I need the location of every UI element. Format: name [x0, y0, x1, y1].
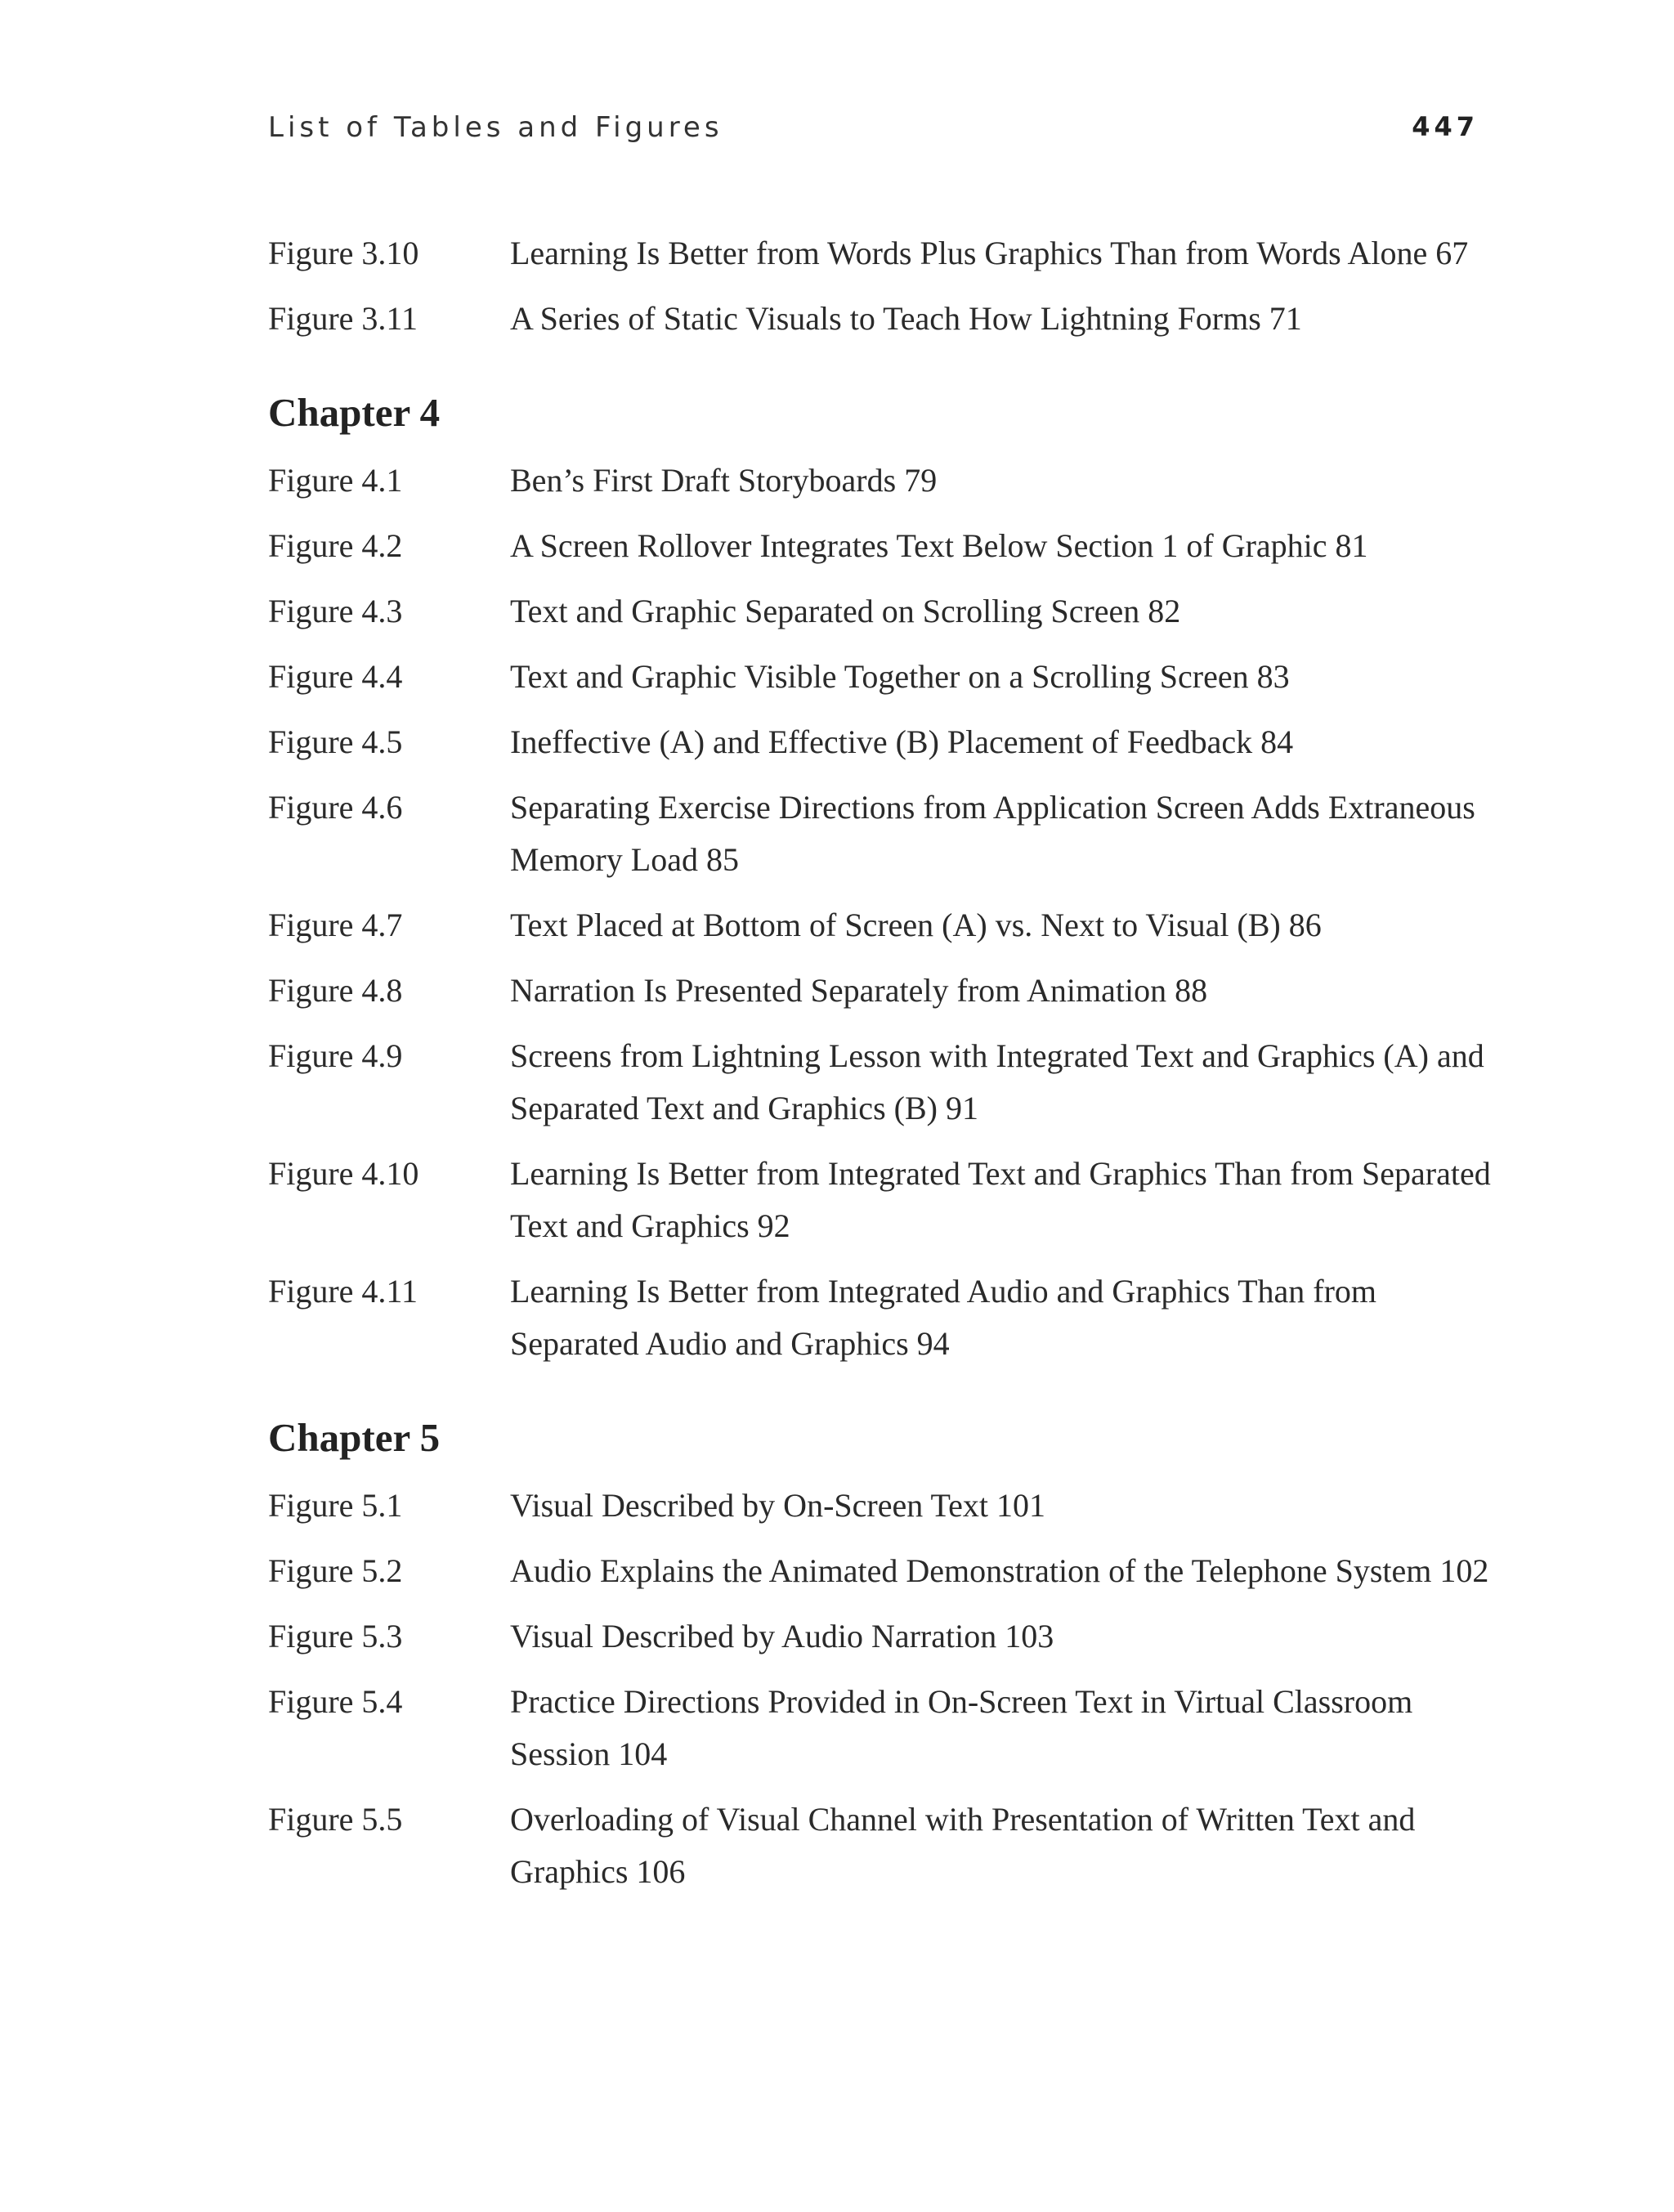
- figure-label: Figure 4.9: [268, 1037, 403, 1074]
- figure-section: [268, 1413, 1494, 1898]
- figure-title: Text and Graphic Visible Together on a Scrolling Screen 83: [510, 658, 1290, 695]
- figure-label: Figure 4.2: [268, 527, 403, 564]
- figure-entry: [268, 520, 1494, 572]
- figure-list: [268, 227, 1494, 1911]
- chapter-heading: Chapter 5: [268, 1415, 441, 1460]
- figure-title: A Series of Static Visuals to Teach How Lightning Forms 71: [510, 300, 1302, 337]
- figure-label: Figure 4.3: [268, 593, 403, 629]
- figure-entry: [268, 293, 1494, 345]
- figure-entry: [268, 227, 1494, 280]
- figure-title: Text Placed at Bottom of Screen (A) vs. Next to Visual (B) 86: [510, 907, 1322, 943]
- figure-label: Figure 4.8: [268, 972, 403, 1009]
- figure-title: Screens from Lightning Lesson with Integrated Text and Graphics (A) and Separated Text and Graphics (B) 91: [510, 1037, 1484, 1126]
- figure-entry: [268, 899, 1494, 952]
- running-head: [268, 111, 1494, 152]
- figure-label: Figure 4.5: [268, 723, 403, 760]
- figure-title: A Screen Rollover Integrates Text Below Section 1 of Graphic 81: [510, 527, 1368, 564]
- chapter-heading: Chapter 4: [268, 390, 441, 435]
- figure-entry: [268, 1480, 1494, 1532]
- figure-entry: [268, 1676, 1494, 1780]
- figure-title: Separating Exercise Directions from Application Screen Adds Extraneous Memory Load 85: [510, 789, 1475, 878]
- figure-section: [268, 227, 1494, 387]
- figure-label: Figure 3.11: [268, 300, 418, 337]
- figure-entry: [268, 651, 1494, 703]
- figure-entry: [268, 454, 1494, 507]
- figure-entry: [268, 1265, 1494, 1370]
- figure-entry: [268, 1148, 1494, 1252]
- figure-entry: [268, 1030, 1494, 1135]
- figure-entry: [268, 781, 1494, 886]
- page-number: 447: [1412, 111, 1479, 142]
- figure-label: Figure 5.4: [268, 1683, 403, 1720]
- figure-title: Narration Is Presented Separately from Animation 88: [510, 972, 1208, 1009]
- figure-title: Learning Is Better from Words Plus Graphics Than from Words Alone 67: [510, 235, 1469, 271]
- running-title: List of Tables and Figures: [268, 111, 723, 144]
- figure-entry: [268, 965, 1494, 1017]
- figure-title: Visual Described by Audio Narration 103: [510, 1618, 1054, 1655]
- figure-label: Figure 4.6: [268, 789, 403, 826]
- figure-title: Overloading of Visual Channel with Presentation of Written Text and Graphics 106: [510, 1801, 1416, 1890]
- figure-label: Figure 4.4: [268, 658, 403, 695]
- figure-title: Practice Directions Provided in On-Screen Text in Virtual Classroom Session 104: [510, 1683, 1413, 1772]
- figure-entry: [268, 1545, 1494, 1597]
- figure-entry: [268, 585, 1494, 638]
- figure-section: [268, 387, 1494, 1413]
- section-spacer: [268, 358, 1494, 387]
- figure-entry: [268, 1610, 1494, 1663]
- figure-title: Audio Explains the Animated Demonstration of the Telephone System 102: [510, 1552, 1489, 1589]
- figure-title: Ben’s First Draft Storyboards 79: [510, 462, 938, 499]
- figure-label: Figure 5.2: [268, 1552, 403, 1589]
- figure-label: Figure 5.3: [268, 1618, 403, 1655]
- figure-label: Figure 5.1: [268, 1487, 403, 1524]
- section-spacer: [268, 1383, 1494, 1413]
- figure-title: Text and Graphic Separated on Scrolling Screen 82: [510, 593, 1181, 629]
- figure-entry: [268, 716, 1494, 768]
- figure-title: Visual Described by On-Screen Text 101: [510, 1487, 1045, 1524]
- figure-label: Figure 5.5: [268, 1801, 403, 1838]
- figure-label: Figure 4.1: [268, 462, 403, 499]
- figure-title: Learning Is Better from Integrated Audio and Graphics Than from Separated Audio and Graphics 94: [510, 1273, 1377, 1362]
- figure-title: Learning Is Better from Integrated Text and Graphics Than from Separated Text and Graphics 92: [510, 1155, 1491, 1244]
- figure-label: Figure 4.11: [268, 1273, 418, 1310]
- figure-label: Figure 4.7: [268, 907, 403, 943]
- figure-title: Ineffective (A) and Effective (B) Placement of Feedback 84: [510, 723, 1294, 760]
- figure-label: Figure 3.10: [268, 235, 419, 271]
- figure-label: Figure 4.10: [268, 1155, 419, 1192]
- figure-entry: [268, 1793, 1494, 1898]
